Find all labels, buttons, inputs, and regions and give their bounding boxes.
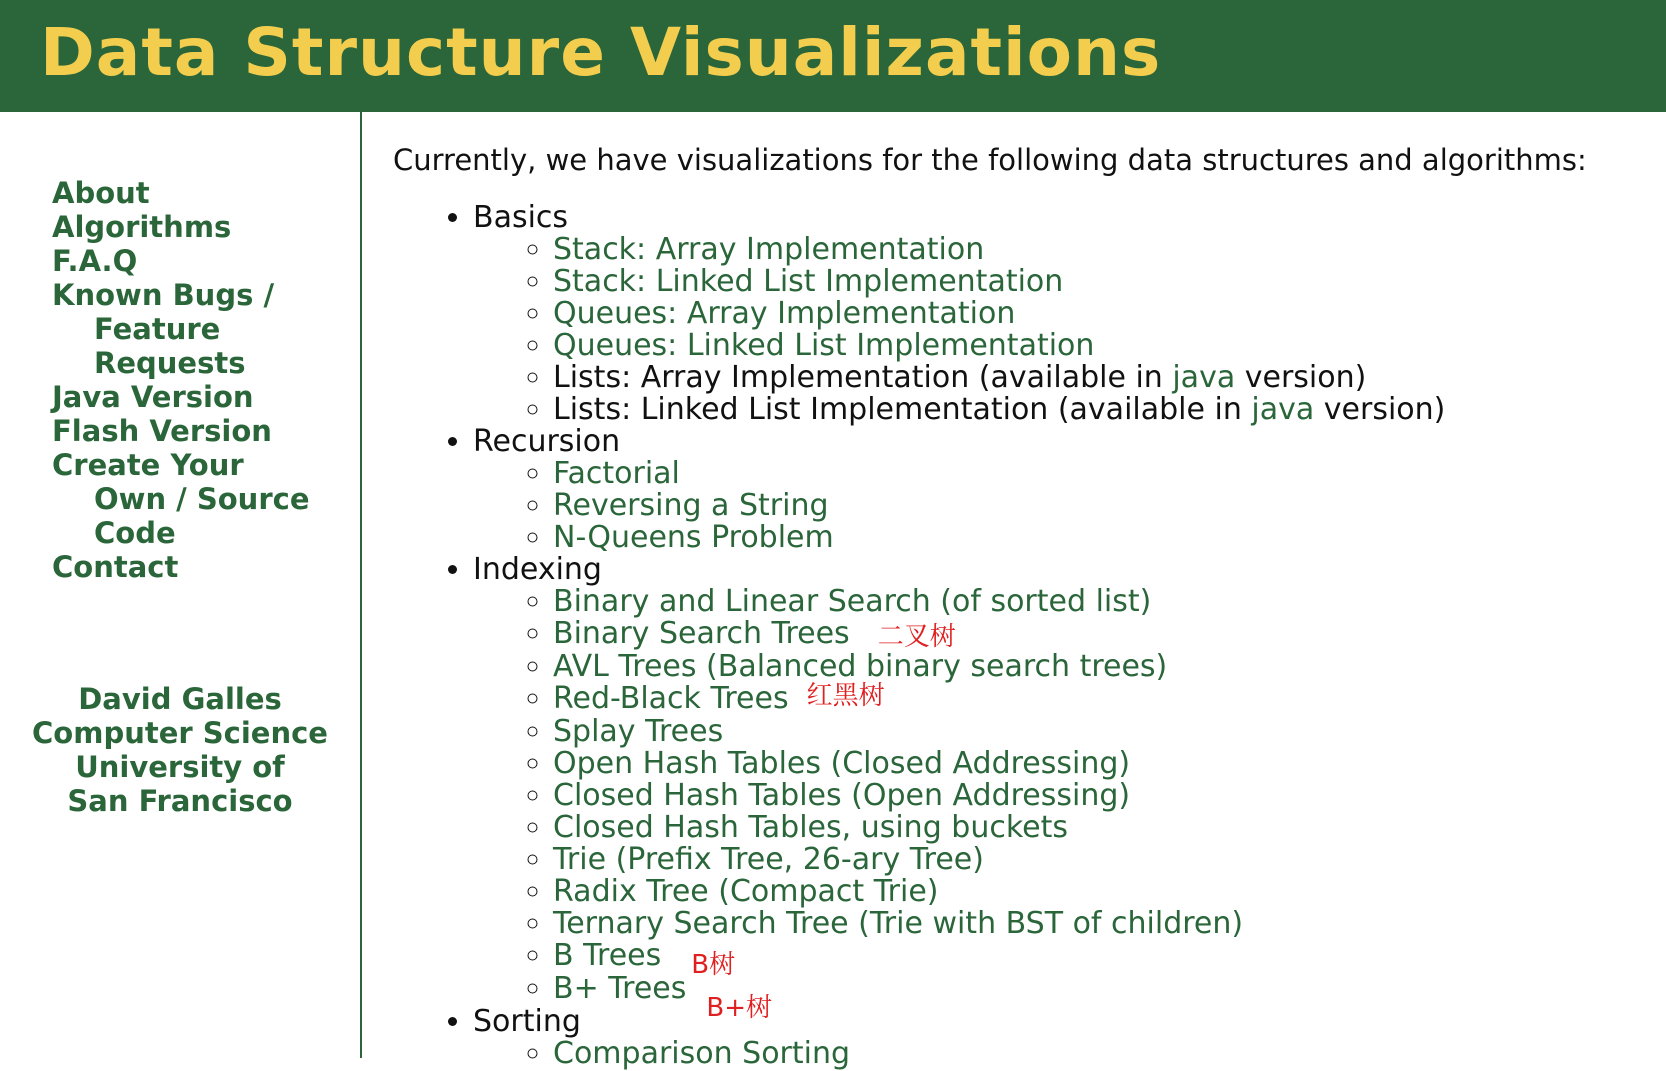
list-item [553, 1038, 1653, 1070]
section-title: Recursion [473, 424, 621, 459]
list-item [553, 844, 1653, 876]
link-trie[interactable]: Trie (Prefix Tree, 26-ary Tree) [553, 842, 984, 877]
section-sorting [473, 1006, 1653, 1070]
link-comparison-sorting[interactable]: Comparison Sorting [553, 1036, 851, 1071]
link-radix-tree[interactable]: Radix Tree (Compact Trie) [553, 874, 939, 909]
list-item [553, 651, 1653, 683]
list-item [553, 522, 1653, 554]
section-title: Basics [473, 200, 569, 235]
link-ternary-search-tree[interactable]: Ternary Search Tree (Trie with BST of children) [553, 906, 1244, 941]
item-text: Lists: Array Implementation (available in [553, 360, 1173, 395]
link-n-queens[interactable]: N-Queens Problem [553, 520, 834, 555]
list-item [553, 394, 1653, 426]
link-binary-linear-search[interactable]: Binary and Linear Search (of sorted list) [553, 584, 1152, 619]
link-splay[interactable]: Splay Trees [553, 714, 724, 749]
link-reverse-string[interactable]: Reversing a String [553, 488, 829, 523]
item-list [473, 458, 1653, 554]
link-b-plus-trees[interactable]: B+ Trees [553, 971, 687, 1006]
item-text: version) [1235, 360, 1367, 395]
section-list [393, 202, 1653, 1070]
link-stack-array[interactable]: Stack: Array Implementation [553, 232, 985, 267]
list-item [553, 330, 1653, 362]
annotation-note: 红黑树 [806, 681, 885, 711]
list-item [553, 938, 1653, 980]
main-content [393, 140, 1653, 1070]
item-text: Lists: Linked List Implementation (available in [553, 392, 1252, 427]
list-item [553, 748, 1653, 780]
author-dept[interactable]: Computer Science [32, 716, 328, 750]
list-item [553, 618, 1653, 651]
list-item [553, 362, 1653, 394]
sidebar-item-flash-version[interactable]: Flash Version [52, 414, 272, 448]
sidebar-item-algorithms[interactable]: Algorithms [52, 210, 232, 244]
list-item [553, 490, 1653, 522]
section-title: Sorting [473, 1004, 581, 1039]
link-red-black[interactable]: Red-Black Trees [553, 681, 789, 716]
link-open-hash[interactable]: Open Hash Tables (Closed Addressing) [553, 746, 1131, 781]
sidebar-item-create-your-own[interactable]: Create Your Own / Source Code [52, 448, 310, 550]
list-item [553, 876, 1653, 908]
link-queue-array[interactable]: Queues: Array Implementation [553, 296, 1016, 331]
item-list [473, 234, 1653, 426]
annotation-note: 二叉树 [877, 622, 956, 652]
list-item [553, 586, 1653, 618]
page-title: Data Structure Visualizations [40, 14, 1162, 91]
link-factorial[interactable]: Factorial [553, 456, 680, 491]
link-closed-hash-buckets[interactable]: Closed Hash Tables, using buckets [553, 810, 1068, 845]
link-b-trees[interactable]: B Trees [553, 938, 662, 973]
sidebar-divider [360, 112, 362, 1058]
sidebar-item-faq[interactable]: F.A.Q [52, 244, 138, 278]
list-item [553, 298, 1653, 330]
sidebar-item-java-version[interactable]: Java Version [52, 380, 254, 414]
link-queue-linked-list[interactable]: Queues: Linked List Implementation [553, 328, 1095, 363]
list-item [553, 812, 1653, 844]
sidebar-item-contact[interactable]: Contact [52, 550, 179, 584]
list-item [553, 458, 1653, 490]
link-java[interactable]: java [1251, 392, 1315, 427]
list-item [553, 234, 1653, 266]
section-basics [473, 202, 1653, 426]
author-block [0, 682, 360, 818]
link-bst[interactable]: Binary Search Trees [553, 616, 850, 651]
list-item [553, 266, 1653, 298]
sidebar-nav [52, 176, 322, 584]
list-item [553, 908, 1653, 940]
list-item [553, 780, 1653, 812]
annotation-note: B+树 [706, 993, 773, 1023]
list-item [553, 716, 1653, 748]
link-closed-hash[interactable]: Closed Hash Tables (Open Addressing) [553, 778, 1131, 813]
section-title: Indexing [473, 552, 602, 587]
sidebar-item-about[interactable]: About [52, 176, 150, 210]
item-list [473, 1038, 1653, 1070]
page-header [0, 0, 1666, 112]
link-java[interactable]: java [1172, 360, 1236, 395]
author-name[interactable]: David Galles [78, 682, 282, 716]
sidebar-item-known-bugs[interactable]: Known Bugs / Feature Requests [52, 278, 275, 380]
item-text: version) [1314, 392, 1446, 427]
link-stack-linked-list[interactable]: Stack: Linked List Implementation [553, 264, 1064, 299]
section-recursion [473, 426, 1653, 554]
intro-text: Currently, we have visualizations for the following data structures and algorithms: [393, 143, 1587, 177]
annotation-note: B树 [691, 950, 736, 980]
link-avl[interactable]: AVL Trees (Balanced binary search trees) [553, 649, 1168, 684]
author-university[interactable]: University of San Francisco [67, 750, 293, 818]
list-item [553, 683, 1653, 716]
